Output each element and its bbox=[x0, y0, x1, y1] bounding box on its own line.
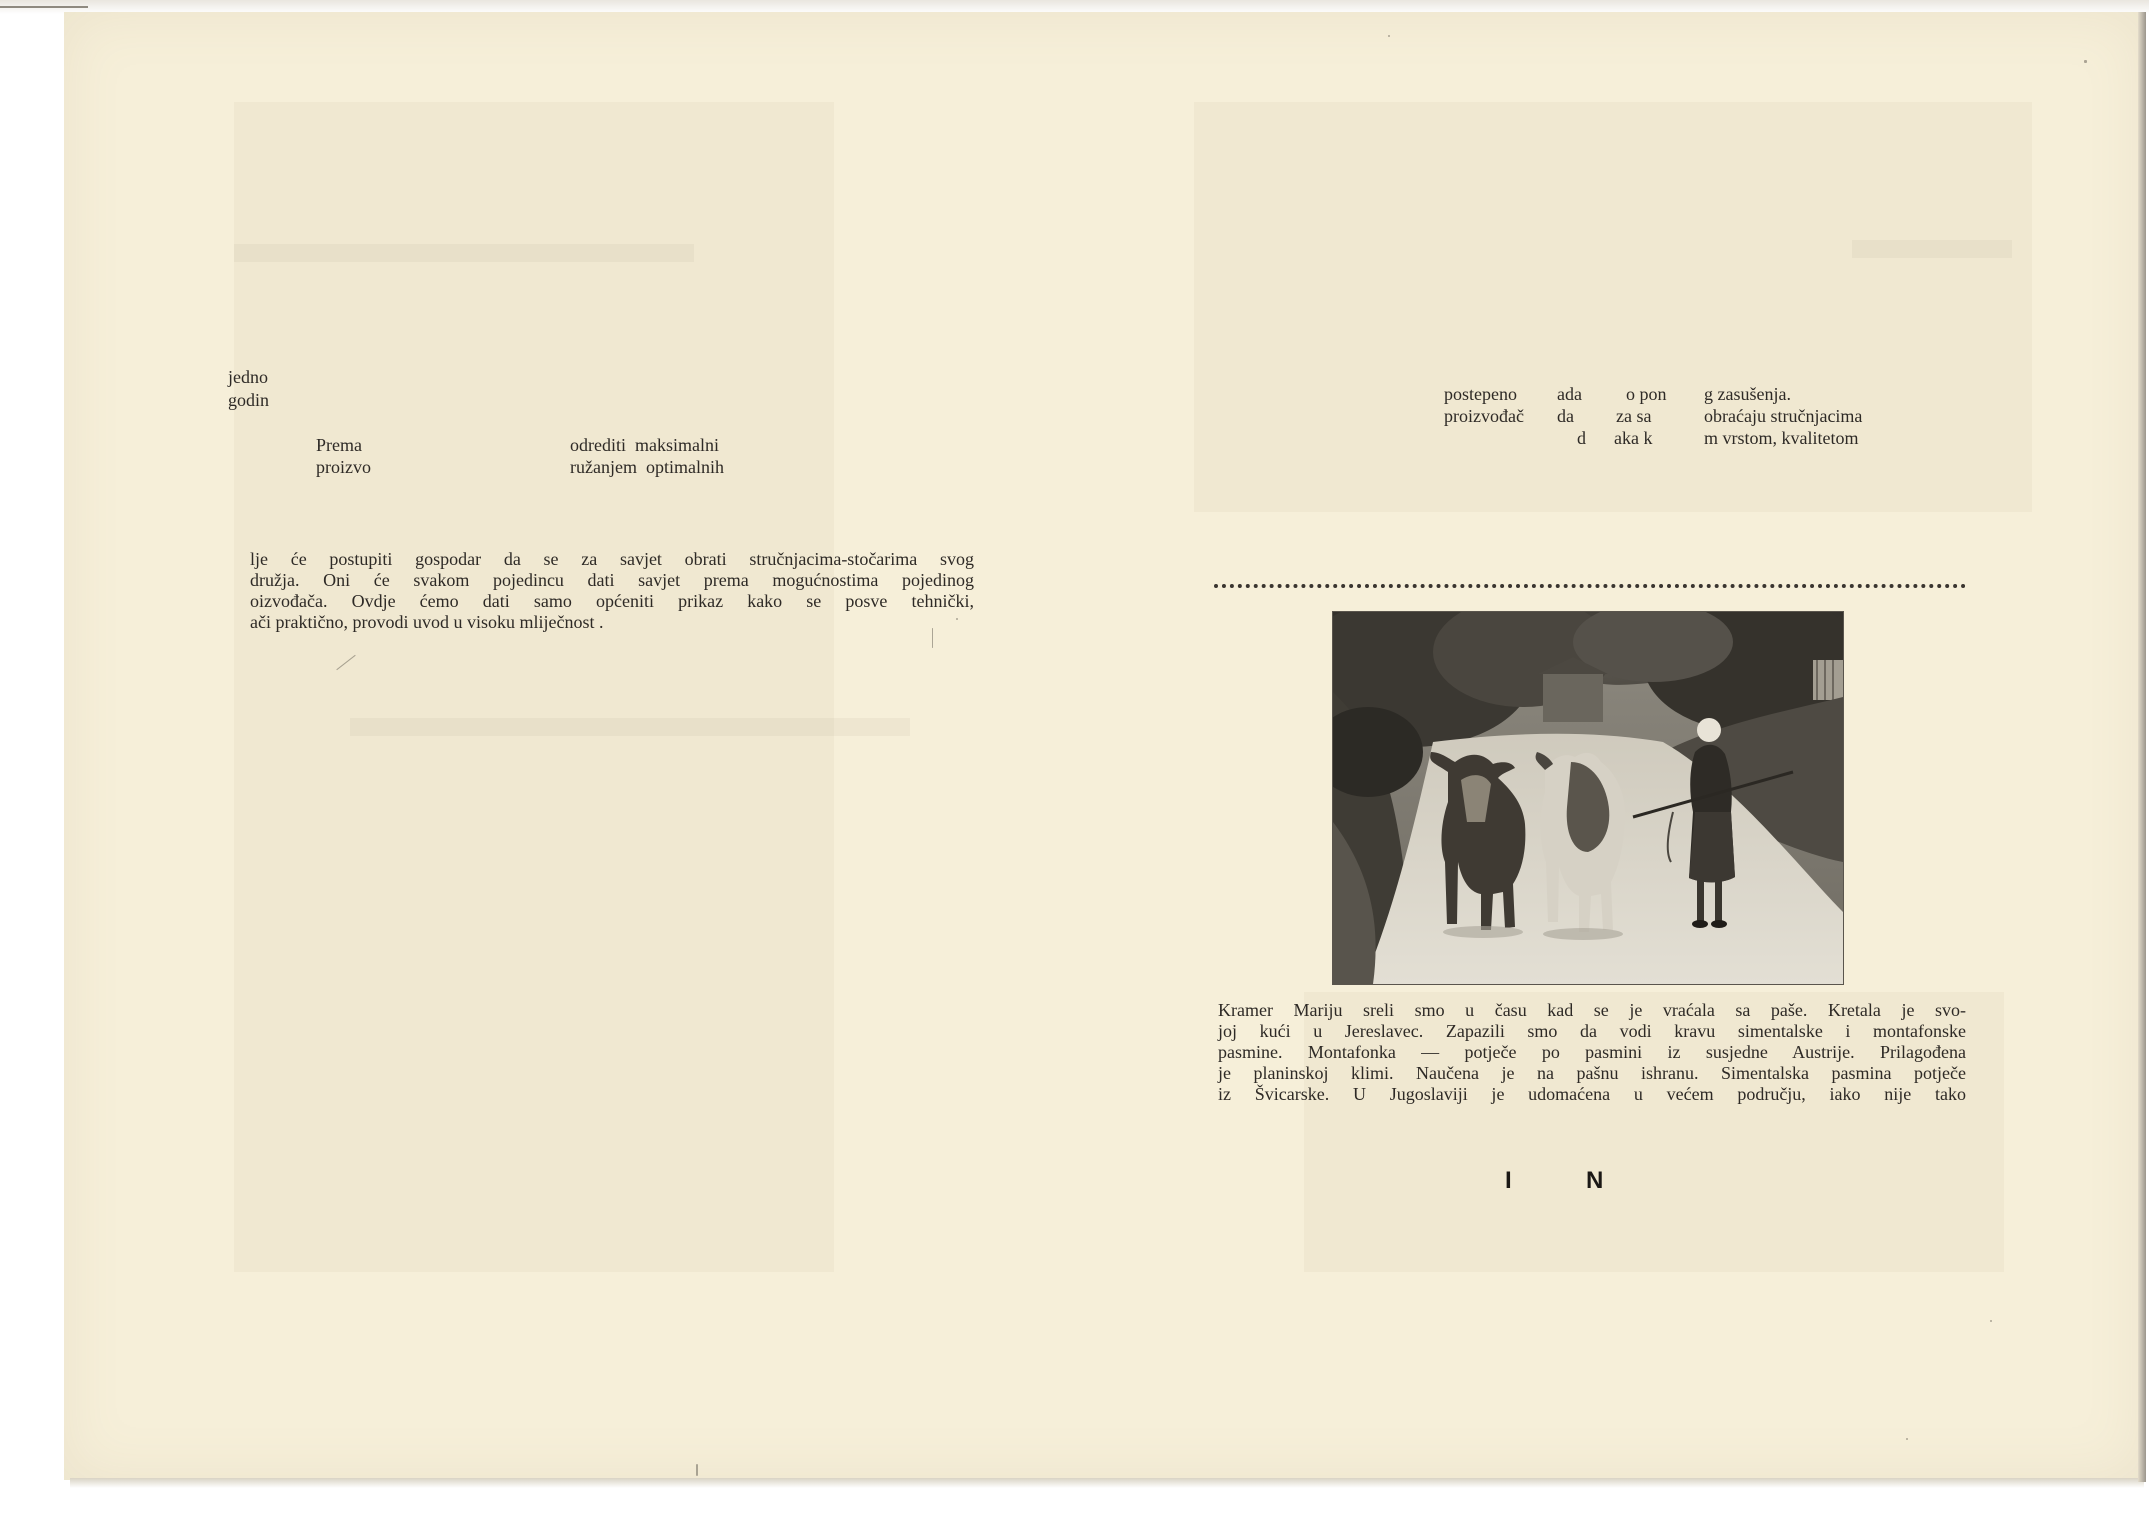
left-fragment-indent-2: proizvo bbox=[316, 457, 371, 477]
left-paragraph-line: lje će postupiti gospodar da se za savjet obrati stručnjacima-stočarima svog bbox=[250, 549, 974, 569]
scan-speck bbox=[1906, 1438, 1908, 1440]
right-fragment-col3-1: o pon bbox=[1626, 384, 1667, 404]
scan-speck bbox=[696, 1464, 698, 1476]
right-fragment-col3-3: aka k bbox=[1614, 428, 1653, 448]
left-paragraph bbox=[250, 549, 974, 633]
caption-line: Kramer Mariju sreli smo u času kad se je vraćala sa paše. Kretala je svo- bbox=[1218, 1000, 1966, 1020]
scan-speck bbox=[956, 618, 958, 620]
dotted-divider bbox=[1214, 584, 1966, 588]
right-page-show-through-top bbox=[1194, 102, 2032, 512]
cow-right-figure bbox=[1536, 752, 1625, 932]
spread-bottom-edge bbox=[70, 1478, 2144, 1488]
right-fragment-col3-2: za sa bbox=[1616, 406, 1652, 426]
right-fragment-col2-2: da bbox=[1557, 406, 1574, 426]
footer-letter-i: I bbox=[1505, 1167, 1512, 1194]
show-through-heading bbox=[234, 244, 694, 262]
left-fragment-col2-2: ružanjem optimalnih bbox=[570, 457, 724, 477]
caption-line: iz Švicarske. U Jugoslaviji je udomaćena u većem području, iako nije tako bbox=[1218, 1084, 1966, 1104]
show-through-heading-2 bbox=[350, 718, 910, 736]
left-fragment-line-2: godin bbox=[228, 390, 270, 410]
right-fragment-col2-3: d bbox=[1577, 428, 1586, 448]
right-fragment-col2-1: ada bbox=[1557, 384, 1582, 404]
left-paragraph-line: družja. Oni će svakom pojedincu dati savjet prema mogućnostima pojedinog bbox=[250, 570, 974, 590]
caption-line: je planinskoj klimi. Naučena je na pašnu ishranu. Simentalska pasmina potječe bbox=[1218, 1063, 1966, 1083]
caption-line: joj kući u Jereslavec. Zapazili smo da vodi kravu simentalske i montafonske bbox=[1218, 1021, 1966, 1041]
right-fragment-col4-3: m vrstom, kvalitetom bbox=[1704, 428, 1859, 448]
scan-speck bbox=[1388, 35, 1390, 37]
spread-right-edge bbox=[2138, 12, 2146, 1482]
show-through-heading-3 bbox=[1852, 240, 2012, 258]
cows-photo bbox=[1332, 611, 1844, 985]
footer-letter-n: N bbox=[1586, 1167, 1604, 1194]
caption-line: pasmine. Montafonka — potječe po pasmini iz susjedne Austrije. Prilagođena bbox=[1218, 1042, 1966, 1062]
right-fragment-col4-1: g zasušenja. bbox=[1704, 384, 1791, 404]
scan-speck bbox=[1990, 1320, 1992, 1322]
right-fragment-col4-2: obraćaju stručnjacima bbox=[1704, 406, 1863, 426]
left-fragment-line-1: jedno bbox=[228, 367, 268, 387]
right-fragment-col1-1: postepeno bbox=[1444, 384, 1517, 404]
scan-rule bbox=[0, 6, 88, 8]
left-page-show-through bbox=[234, 102, 834, 1272]
left-fragment-col2-1: odrediti maksimalni bbox=[570, 435, 719, 455]
left-paragraph-line: oizvođača. Ovdje ćemo dati samo općeniti prikaz kako se posve tehnički, bbox=[250, 591, 974, 611]
left-fragment-indent-1: Prema bbox=[316, 435, 362, 455]
scan-speck bbox=[2084, 60, 2087, 63]
left-paragraph-line: ači praktično, provodi uvod u visoku mliječnost . bbox=[250, 612, 604, 632]
right-fragment-col1-2: proizvođač bbox=[1444, 406, 1524, 426]
photo-caption bbox=[1218, 1000, 1966, 1105]
scan-speck bbox=[932, 628, 933, 648]
